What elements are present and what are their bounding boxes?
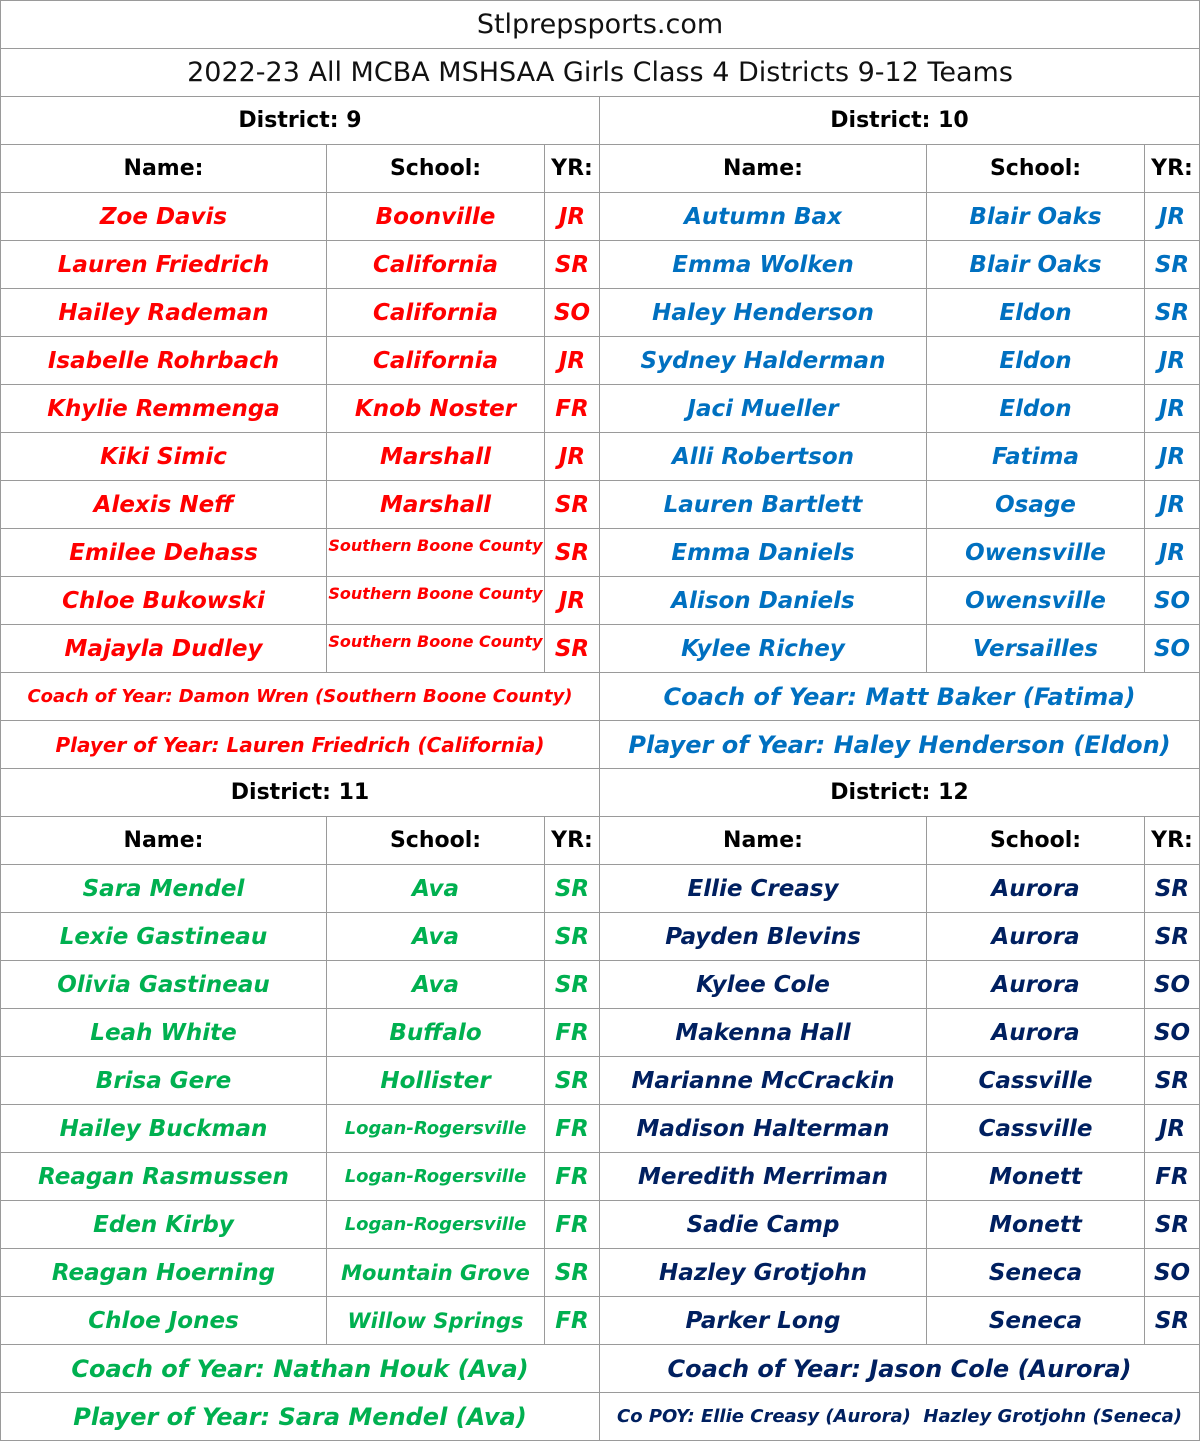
d12-player-name: Meredith Merriman <box>600 1153 927 1201</box>
d10-player-yr: JR <box>1145 529 1200 577</box>
table-row <box>0 625 1200 673</box>
district-10-label: District: 10 <box>600 97 1200 145</box>
column-header-row-top <box>0 145 1200 193</box>
d11-player-name: Sara Mendel <box>0 865 327 913</box>
d11-player-yr: SR <box>545 1057 600 1105</box>
d9-player-name: Khylie Remmenga <box>0 385 327 433</box>
d10-player-yr: JR <box>1145 481 1200 529</box>
table-row <box>0 1201 1200 1249</box>
d9-player-school: Knob Noster <box>327 385 545 433</box>
d9-player-school: Southern Boone County <box>327 577 545 625</box>
d12-name-header: Name: <box>600 817 927 865</box>
d9-player-yr: SR <box>545 481 600 529</box>
d11-coach-of-year: Coach of Year: Nathan Houk (Ava) <box>0 1345 600 1393</box>
d11-player-school: Ava <box>327 865 545 913</box>
table-row <box>0 913 1200 961</box>
d10-player-name: Emma Wolken <box>600 241 927 289</box>
d11-yr-header: YR: <box>545 817 600 865</box>
d12-player-school: Seneca <box>927 1297 1145 1345</box>
d9-player-yr: JR <box>545 577 600 625</box>
d10-player-yr: SO <box>1145 577 1200 625</box>
district-11-label: District: 11 <box>0 769 600 817</box>
d11-player-yr: FR <box>545 1297 600 1345</box>
d12-coach-of-year: Coach of Year: Jason Cole (Aurora) <box>600 1345 1200 1393</box>
d10-player-yr: JR <box>1145 337 1200 385</box>
table-row <box>0 1297 1200 1345</box>
d10-player-name: Kylee Richey <box>600 625 927 673</box>
d10-player-school: Osage <box>927 481 1145 529</box>
d11-player-school: Logan-Rogersville <box>327 1201 545 1249</box>
d10-player-school: Eldon <box>927 385 1145 433</box>
d11-player-name: Leah White <box>0 1009 327 1057</box>
table-row <box>0 1009 1200 1057</box>
d9-player-name: Emilee Dehass <box>0 529 327 577</box>
d9-player-yr: JR <box>545 433 600 481</box>
d9-name-header: Name: <box>0 145 327 193</box>
district-12-label: District: 12 <box>600 769 1200 817</box>
d11-player-of-year: Player of Year: Sara Mendel (Ava) <box>0 1393 600 1441</box>
d11-player-school: Logan-Rogersville <box>327 1105 545 1153</box>
d11-player-name: Reagan Rasmussen <box>0 1153 327 1201</box>
d11-player-school: Buffalo <box>327 1009 545 1057</box>
d9-player-name: Chloe Bukowski <box>0 577 327 625</box>
d12-player-name: Payden Blevins <box>600 913 927 961</box>
d11-player-name: Olivia Gastineau <box>0 961 327 1009</box>
d10-player-yr: JR <box>1145 433 1200 481</box>
d12-player-school: Aurora <box>927 1009 1145 1057</box>
district-header-row-top <box>0 97 1200 145</box>
d10-player-name: Alli Robertson <box>600 433 927 481</box>
d11-player-yr: SR <box>545 865 600 913</box>
sheet-title: 2022-23 All MCBA MSHSAA Girls Class 4 Districts 9-12 Teams <box>0 49 1200 97</box>
d12-player-yr: FR <box>1145 1153 1200 1201</box>
d12-player-name: Madison Halterman <box>600 1105 927 1153</box>
d9-player-name: Kiki Simic <box>0 433 327 481</box>
table-row <box>0 529 1200 577</box>
d9-player-yr: JR <box>545 193 600 241</box>
table-row <box>0 337 1200 385</box>
d9-yr-header: YR: <box>545 145 600 193</box>
d10-school-header: School: <box>927 145 1145 193</box>
d11-school-header: School: <box>327 817 545 865</box>
d10-player-of-year: Player of Year: Haley Henderson (Eldon) <box>600 721 1200 769</box>
d10-player-school: Fatima <box>927 433 1145 481</box>
d10-player-yr: SR <box>1145 241 1200 289</box>
d9-player-name: Hailey Rademan <box>0 289 327 337</box>
d9-player-school: Southern Boone County <box>327 625 545 673</box>
table-row <box>0 289 1200 337</box>
d12-player-school: Aurora <box>927 961 1145 1009</box>
table-row <box>0 193 1200 241</box>
d12-player-name: Hazley Grotjohn <box>600 1249 927 1297</box>
d10-player-school: Owensville <box>927 577 1145 625</box>
d10-name-header: Name: <box>600 145 927 193</box>
d12-player-of-year: Co POY: Ellie Creasy (Aurora) Hazley Grotjohn (Seneca) <box>600 1393 1200 1441</box>
d9-school-header: School: <box>327 145 545 193</box>
player-of-year-row-top <box>0 721 1200 769</box>
d10-player-school: Eldon <box>927 337 1145 385</box>
site-title-row <box>0 0 1200 49</box>
d12-player-school: Aurora <box>927 913 1145 961</box>
d11-player-name: Hailey Buckman <box>0 1105 327 1153</box>
d9-player-school: California <box>327 337 545 385</box>
d9-player-name: Isabelle Rohrbach <box>0 337 327 385</box>
table-row <box>0 1249 1200 1297</box>
d12-player-yr: SR <box>1145 1057 1200 1105</box>
d10-coach-of-year: Coach of Year: Matt Baker (Fatima) <box>600 673 1200 721</box>
d10-yr-header: YR: <box>1145 145 1200 193</box>
table-row <box>0 1153 1200 1201</box>
d11-player-name: Brisa Gere <box>0 1057 327 1105</box>
d11-player-yr: FR <box>545 1153 600 1201</box>
d11-player-yr: SR <box>545 913 600 961</box>
d12-player-yr: SR <box>1145 913 1200 961</box>
d11-player-yr: FR <box>545 1105 600 1153</box>
d9-player-school: Marshall <box>327 481 545 529</box>
coach-of-year-row-bottom <box>0 1345 1200 1393</box>
d10-player-name: Jaci Mueller <box>600 385 927 433</box>
table-row <box>0 1105 1200 1153</box>
d10-player-school: Owensville <box>927 529 1145 577</box>
d10-player-name: Haley Henderson <box>600 289 927 337</box>
table-row <box>0 1057 1200 1105</box>
d10-player-name: Emma Daniels <box>600 529 927 577</box>
d11-player-name: Lexie Gastineau <box>0 913 327 961</box>
d10-player-yr: JR <box>1145 193 1200 241</box>
d12-player-name: Makenna Hall <box>600 1009 927 1057</box>
d12-player-school: Monett <box>927 1153 1145 1201</box>
d9-player-yr: FR <box>545 385 600 433</box>
d9-player-name: Majayla Dudley <box>0 625 327 673</box>
district-header-row-bottom <box>0 769 1200 817</box>
d10-player-yr: SR <box>1145 289 1200 337</box>
d11-player-school: Hollister <box>327 1057 545 1105</box>
d9-player-of-year: Player of Year: Lauren Friedrich (California) <box>0 721 600 769</box>
d10-player-yr: JR <box>1145 385 1200 433</box>
table-row <box>0 577 1200 625</box>
d12-player-yr: SO <box>1145 1009 1200 1057</box>
column-header-row-bottom <box>0 817 1200 865</box>
district-9-label: District: 9 <box>0 97 600 145</box>
d9-player-school: California <box>327 289 545 337</box>
d10-player-name: Autumn Bax <box>600 193 927 241</box>
d11-player-name: Reagan Hoerning <box>0 1249 327 1297</box>
d12-player-school: Cassville <box>927 1057 1145 1105</box>
d11-player-school: Logan-Rogersville <box>327 1153 545 1201</box>
d12-player-school: Seneca <box>927 1249 1145 1297</box>
d10-player-name: Alison Daniels <box>600 577 927 625</box>
d11-player-school: Ava <box>327 961 545 1009</box>
d9-player-yr: SR <box>545 529 600 577</box>
d11-player-yr: FR <box>545 1009 600 1057</box>
d12-player-school: Aurora <box>927 865 1145 913</box>
table-row <box>0 481 1200 529</box>
d9-player-yr: JR <box>545 337 600 385</box>
d11-player-school: Willow Springs <box>327 1297 545 1345</box>
d10-player-name: Sydney Halderman <box>600 337 927 385</box>
d12-player-yr: JR <box>1145 1105 1200 1153</box>
d11-player-yr: SR <box>545 961 600 1009</box>
table-row <box>0 961 1200 1009</box>
table-row <box>0 865 1200 913</box>
d12-player-school: Monett <box>927 1201 1145 1249</box>
d9-player-name: Zoe Davis <box>0 193 327 241</box>
sheet-title-row <box>0 49 1200 97</box>
d12-player-name: Parker Long <box>600 1297 927 1345</box>
d11-player-name: Eden Kirby <box>0 1201 327 1249</box>
d9-player-school: California <box>327 241 545 289</box>
d11-player-yr: FR <box>545 1201 600 1249</box>
d11-player-name: Chloe Jones <box>0 1297 327 1345</box>
d12-player-name: Marianne McCrackin <box>600 1057 927 1105</box>
d10-player-yr: SO <box>1145 625 1200 673</box>
d12-school-header: School: <box>927 817 1145 865</box>
d9-player-yr: SO <box>545 289 600 337</box>
d11-player-school: Mountain Grove <box>327 1249 545 1297</box>
d9-player-school: Southern Boone County <box>327 529 545 577</box>
d9-player-yr: SR <box>545 241 600 289</box>
d11-player-yr: SR <box>545 1249 600 1297</box>
d12-player-yr: SR <box>1145 1201 1200 1249</box>
d10-player-name: Lauren Bartlett <box>600 481 927 529</box>
d12-player-name: Ellie Creasy <box>600 865 927 913</box>
player-of-year-row-bottom <box>0 1393 1200 1441</box>
d9-player-name: Lauren Friedrich <box>0 241 327 289</box>
d12-player-yr: SR <box>1145 1297 1200 1345</box>
d12-player-yr: SO <box>1145 1249 1200 1297</box>
d9-player-school: Marshall <box>327 433 545 481</box>
table-row <box>0 385 1200 433</box>
d11-player-school: Ava <box>327 913 545 961</box>
site-title: Stlprepsports.com <box>0 0 1200 49</box>
d12-player-name: Kylee Cole <box>600 961 927 1009</box>
d9-player-name: Alexis Neff <box>0 481 327 529</box>
d10-player-school: Blair Oaks <box>927 241 1145 289</box>
d12-player-school: Cassville <box>927 1105 1145 1153</box>
d9-player-yr: SR <box>545 625 600 673</box>
d11-name-header: Name: <box>0 817 327 865</box>
d10-player-school: Versailles <box>927 625 1145 673</box>
d12-player-name: Sadie Camp <box>600 1201 927 1249</box>
d12-player-yr: SO <box>1145 961 1200 1009</box>
d10-player-school: Eldon <box>927 289 1145 337</box>
table-row <box>0 433 1200 481</box>
table-row <box>0 241 1200 289</box>
d9-coach-of-year: Coach of Year: Damon Wren (Southern Boone County) <box>0 673 600 721</box>
coach-of-year-row-top <box>0 673 1200 721</box>
d9-player-school: Boonville <box>327 193 545 241</box>
d10-player-school: Blair Oaks <box>927 193 1145 241</box>
d12-player-yr: SR <box>1145 865 1200 913</box>
d12-yr-header: YR: <box>1145 817 1200 865</box>
